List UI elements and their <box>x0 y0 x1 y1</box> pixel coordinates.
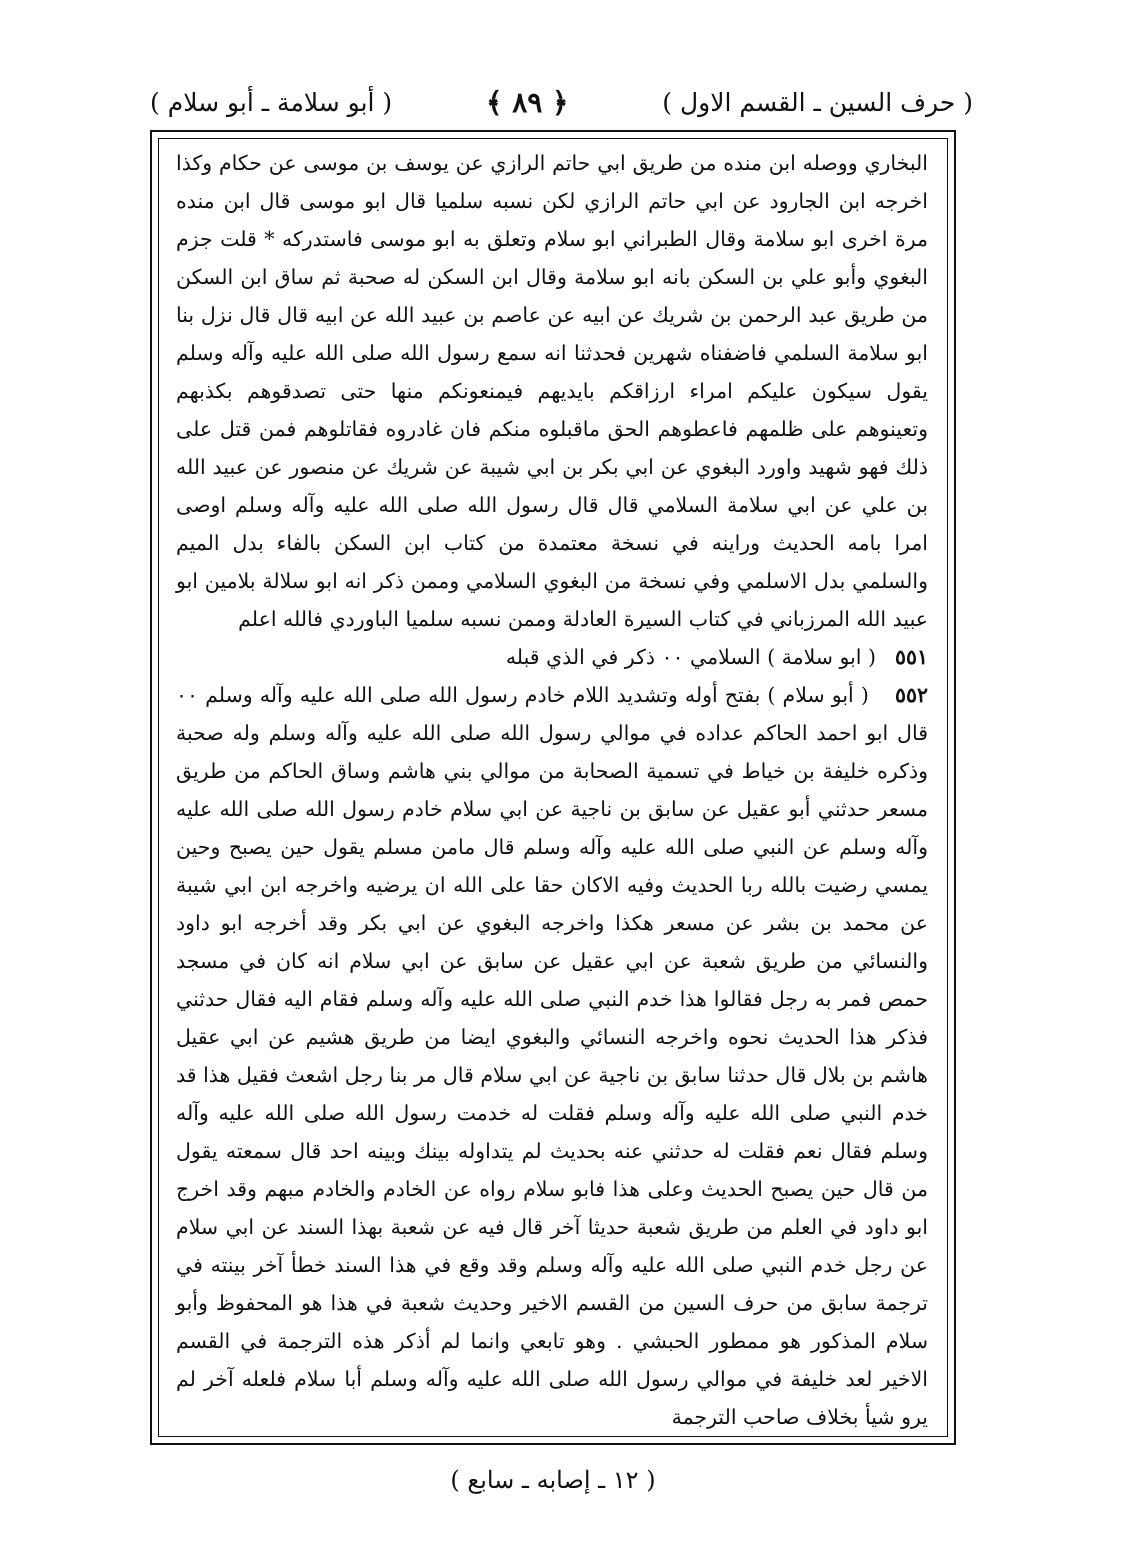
entry-552 <box>176 676 928 1436</box>
entry-number: ٥٥٢ <box>894 683 928 707</box>
page-body <box>176 144 928 1436</box>
entry-text: ( ابو سلامة ) السلامي ٠٠ ذكر في الذي قبله <box>505 645 876 669</box>
entry-title: ( أبو سلامة ـ أبو سلام ) <box>150 87 393 117</box>
page-header <box>150 78 973 126</box>
section-title: ( حرف السين ـ القسم الاول ) <box>662 87 973 117</box>
page-number: ﴿ ٨٩ ﴾ <box>486 85 569 119</box>
entry-number: ٥٥١ <box>894 645 928 669</box>
paragraph-continuation: البخاري ووصله ابن منده من طريق ابي حاتم الرازي عن يوسف بن موسى عن حكام وكذا اخرجه ابن الجارود عن ابي حاتم الرازي لكن نسبه سلميا قال ابو موسى قال ابن منده مرة اخرى ابو سلامة وقال الطبراني ابو سلام وتعلق به ابو موسى فاستدركه * قلت جزم البغوي وأبو علي بن السكن بانه ابو سلامة وقال ابن السكن له صحبة ثم ساق ابن السكن من طريق عبد الرحمن بن شريك عن ابيه عن عاصم بن عبيد الله عن ابيه قال قال نزل بنا ابو سلامة السلمي فاضفناه شهرين فحدثنا انه سمع رسول الله صلى الله عليه وآله وسلم يقول سيكون عليكم امراء ارزاقكم بايديهم فيمنعونكم منها حتى تصدقوهم بكذبهم وتعينوهم على ظلمهم فاعطوهم الحق ماقبلوه منكم فان غادروه فقاتلوهم فمن قتل على ذلك فهو شهيد واورد البغوي عن ابي بكر بن ابي شيبة عن شريك عن منصور عن عبيد الله بن علي عن ابي سلامة السلامي قال قال رسول الله صلى الله عليه وآله وسلم اوصى امرا بامه الحديث وراينه في نسخة معتمدة من كتاب ابن السكن بالفاء بدل الميم والسلمي بدل الاسلمي وفي نسخة من البغوي السلامي وممن ذكر انه ابو سلالة بلامين ابو عبيد الله المرزباني في كتاب السيرة العادلة وممن نسبه سلميا الباوردي فالله اعلم <box>176 151 928 631</box>
signature-footer: ( ١٢ ـ إصابه ـ سابع ) <box>450 1466 656 1494</box>
entry-text: ( أبو سلام ) بفتح أوله وتشديد اللام خادم رسول الله صلى الله عليه وآله وسلم ٠٠ قال ابو احمد الحاكم عداده في موالي رسول الله صلى الله عليه وآله وسلم وله صحبة وذكره خليفة بن خياط في تسمية الصحابة من موالي بني هاشم وساق الحاكم من طريق مسعر حدثني أبو عقيل عن سابق بن ناجية عن ابي سلام خادم رسول الله صلى الله عليه وآله وسلم عن النبي صلى الله عليه وآله وسلم قال مامن مسلم يقول حين يصبح وحين يمسي رضيت بالله ربا الحديث وفيه الاكان حقا على الله ان يرضيه واخرجه ابن ابي شيبة عن محمد بن بشر عن مسعر هكذا واخرجه البغوي عن ابي بكر وقد أخرجه ابو داود والنسائي من طريق شعبة عن ابي عقيل عن سابق عن ابي سلام انه كان في مسجد حمص فمر به رجل فقالوا هذا خدم النبي صلى الله عليه وآله وسلم فقام اليه فقال حدثني فذكر هذا الحديث نحوه واخرجه النسائي والبغوي ايضا من طريق هشيم عن ابي عقيل هاشم بن بلال قال حدثنا سابق بن ناجية عن ابي سلام قال مر بنا رجل اشعث فقيل هذا قد خدم النبي صلى الله عليه وآله وسلم فقلت له خدمت رسول الله صلى الله عليه وآله وسلم فقال نعم فقلت له حدثني عنه بحديث لم يتداوله بينك وبينه احد قال سمعته يقول من قال حين يصبح الحديث وعلى هذا فابو سلام رواه عن الخادم والخادم مبهم وقد اخرج ابو داود في العلم من طريق شعبة حديثا آخر قال فيه عن شعبة بهذا السند عن ابي سلام عن رجل خدم النبي صلى الله عليه وآله وسلم وقد وقع في هذا السند خطأ آخر بينته في ترجمة سابق من حرف السين من القسم الاخير وحديث شعبة في هذا هو المحفوظ وأبو سلام المذكور هو ممطور الحبشي . وهو تابعي وانما لم أذكر هذه الترجمة في القسم الاخير لعد خليفة في موالي رسول الله صلى الله عليه وآله وسلم أبا سلام فلعله آخر لم يرو شيأ بخلاف صاحب الترجمة <box>176 683 928 1429</box>
entry-551 <box>176 638 928 676</box>
